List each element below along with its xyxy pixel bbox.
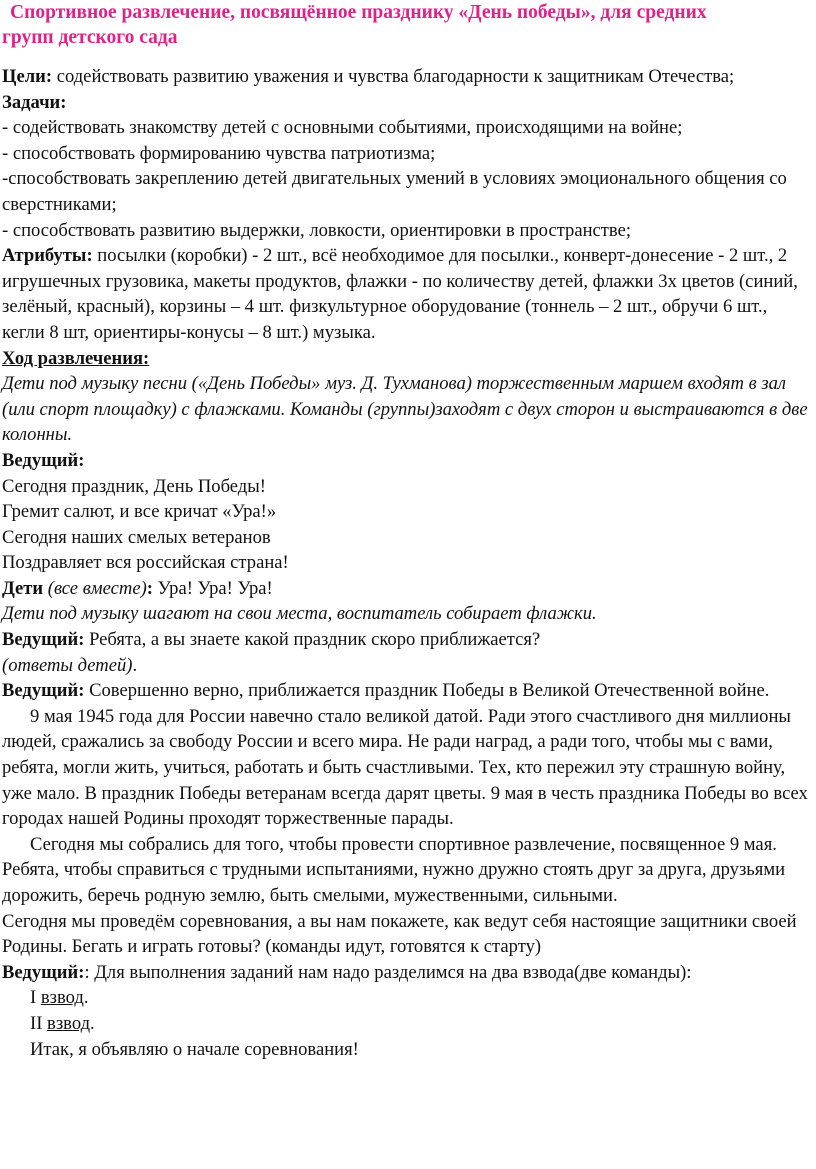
children-line xyxy=(2,576,812,602)
task-item: - способствовать формированию чувства патриотизма; xyxy=(2,142,436,164)
children-text: Ура! Ура! Ура! xyxy=(152,577,273,599)
leader-label: Ведущий: xyxy=(2,449,85,471)
leader-label: Ведущий: xyxy=(2,680,85,702)
closing-line: Итак, я объявляю о начале соревнования! xyxy=(30,1038,359,1060)
speech-paragraph: Сегодня мы проведём соревнования, а вы нам покажете, как ведут себя настоящие защитники своей Родины. Бегать и играть готовы? (команды идут, готовятся к старту) xyxy=(2,910,797,958)
leader-line xyxy=(2,960,812,986)
speech-paragraph xyxy=(2,704,812,832)
goals-text: содействовать развитию уважения и чувства благодарности к защитникам Отечества; xyxy=(52,66,735,87)
leader-line xyxy=(2,678,812,704)
poem-line: Гремит салют, и все кричат «Ура!» xyxy=(2,501,277,523)
answers-dot: . xyxy=(132,654,138,676)
leader-text: : Для выполнения заданий нам надо разделимся на два взвода(две команды): xyxy=(84,961,692,983)
goals-label: Цели: xyxy=(2,66,53,87)
answers-line xyxy=(2,653,812,679)
task-item: - содействовать знакомству детей с основными событиями, происходящими на войне; xyxy=(2,117,683,139)
platoon-number: II xyxy=(30,1012,48,1034)
platoon-number: I xyxy=(30,987,41,1009)
children-colon: : xyxy=(146,577,153,599)
leader-text: Ребята, а вы знаете какой праздник скоро приближается? xyxy=(84,629,541,651)
platoon-word: взвод xyxy=(47,1012,91,1034)
children-note: (все вместе) xyxy=(43,577,147,599)
goals-paragraph xyxy=(2,64,812,90)
platoon-end: . xyxy=(90,1012,95,1034)
document-title xyxy=(2,0,812,50)
task-item: -способствовать закреплению детей двигательных умений в условиях эмоционального общения со сверстниками; xyxy=(2,168,787,215)
attributes-paragraph xyxy=(2,243,812,345)
stage-remark: Дети под музыку шагают на свои места, воспитатель собирает флажки. xyxy=(2,603,597,625)
speech-text: Сегодня мы собрались для того, чтобы провести спортивное развлечение, посвященное 9 мая. Ребята, чтобы справиться с трудными испытаниями, нужно дружно стоять друг за друга, друзьями дорожить, беречь родную землю, быть смелыми, мужественными, сильными. xyxy=(2,833,786,906)
leader-text: Совершенно верно, приближается праздник Победы в Великой Отечественной войне. xyxy=(84,680,770,702)
platoon-word: взвод xyxy=(40,987,84,1009)
leader-label: Ведущий: xyxy=(2,961,85,983)
course-heading: Ход развлечения: xyxy=(2,347,150,369)
children-label: Дети xyxy=(2,577,44,599)
poem-line: Сегодня наших смелых ветеранов xyxy=(2,526,271,548)
attributes-label: Атрибуты: xyxy=(2,245,93,267)
tasks-label: Задачи: xyxy=(2,91,67,113)
poem-line: Сегодня праздник, День Победы! xyxy=(2,475,266,497)
platoon-line xyxy=(2,1011,812,1037)
document-body xyxy=(2,64,812,1062)
leader-line xyxy=(2,627,812,653)
speech-text: 9 мая 1945 года для России навечно стало великой датой. Ради этого счастливого дня миллионы людей, сражались за свободу России и всего мира. Не ради наград, а ради того, чтобы мы с вами, ребята, могли жить, учиться, работать и быть счастливыми. Тех, кто пережил эту страшную войну, уже мало. В праздник Победы ветеранам всегда дарят цветы. 9 мая в честь праздника Победы во всех городах нашей Родины проходят торжественные парады. xyxy=(2,705,808,830)
platoon-end: . xyxy=(83,987,89,1009)
speech-paragraph xyxy=(2,832,812,909)
attributes-text: посылки (коробки) - 2 шт., всё необходимое для посылки., конверт-донесение - 2 шт., 2 игрушечных грузовика, макеты продуктов, флажки - по количеству детей, флажки 3х цветов (синий, зелёный, красный), корзины – 4 шт. физкультурное оборудование (тоннель – 2 шт., обручи 6 шт., кегли 8 шт, ориентиры-конусы – 8 шт.) музыка. xyxy=(2,245,798,343)
answers-note: (ответы детей) xyxy=(2,654,133,676)
title-line-1: Спортивное развлечение, посвящённое празднику «День победы», для средних xyxy=(10,2,707,23)
poem-line: Поздравляет вся российская страна! xyxy=(2,552,289,574)
platoon-line xyxy=(2,985,812,1011)
task-item: - способствовать развитию выдержки, ловкости, ориентировки в пространстве; xyxy=(2,219,632,241)
title-line-2: групп детского сада xyxy=(2,26,178,48)
course-intro: Дети под музыку песни («День Победы» муз. Д. Тухманова) торжественным маршем входят в зал (или спорт площадку) с флажками. Команды (группы)заходят с двух сторон и выстраиваются в две колонны. xyxy=(2,373,808,446)
leader-label: Ведущий: xyxy=(2,629,85,651)
